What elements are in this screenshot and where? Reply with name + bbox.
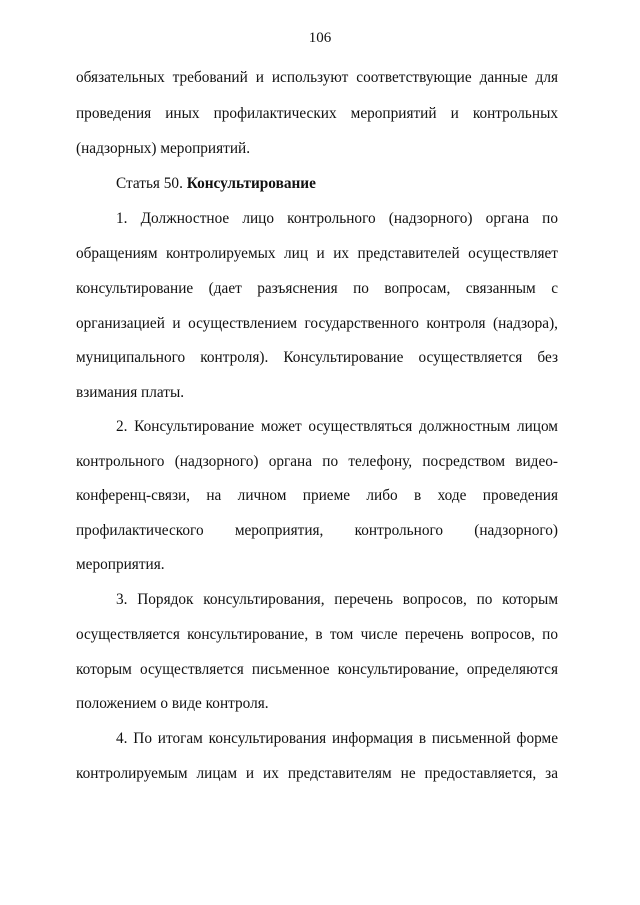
text-line: организацией и осуществлением государственного контроля (надзора), — [76, 315, 558, 332]
text-line: контролируемым лицам и их представителям не предоставляется, за — [76, 765, 558, 782]
text-line: положением о виде контроля. — [76, 695, 269, 712]
text-line: конференц-связи, на личном приеме либо в ходе проведения — [76, 487, 558, 504]
text-line: которым осуществляется письменное консультирование, определяются — [76, 661, 558, 678]
text-line: 4. По итогам консультирования информация в письменной форме — [116, 730, 558, 747]
text-line: консультирование (дает разъяснения по вопросам, связанным с — [76, 280, 558, 297]
article-number: Статья 50. — [116, 175, 187, 192]
article-heading — [116, 174, 316, 194]
text-line: осуществляется консультирование, в том числе перечень вопросов, по — [76, 626, 558, 643]
text-line: контрольного (надзорного) органа по телефону, посредством видео- — [76, 453, 558, 470]
text-line: (надзорных) мероприятий. — [76, 140, 251, 157]
text-line: проведения иных профилактических мероприятий и контрольных — [76, 105, 558, 122]
page-number: 106 — [308, 30, 332, 46]
text-line: 2. Консультирование может осуществляться должностным лицом — [116, 418, 558, 435]
text-line: мероприятия. — [76, 556, 165, 573]
article-title: Консультирование — [186, 175, 316, 192]
text-line: муниципального контроля). Консультирование осуществляется без — [76, 349, 558, 366]
text-line: 1. Должностное лицо контрольного (надзорного) органа по — [116, 210, 558, 227]
text-line: обращениям контролируемых лиц и их представителей осуществляет — [76, 245, 558, 262]
text-line: профилактического мероприятия, контрольного (надзорного) — [76, 522, 558, 539]
text-line: взимания платы. — [76, 384, 185, 401]
text-line: 3. Порядок консультирования, перечень вопросов, по которым — [116, 591, 558, 608]
text-line: обязательных требований и используют соответствующие данные для — [76, 69, 558, 86]
